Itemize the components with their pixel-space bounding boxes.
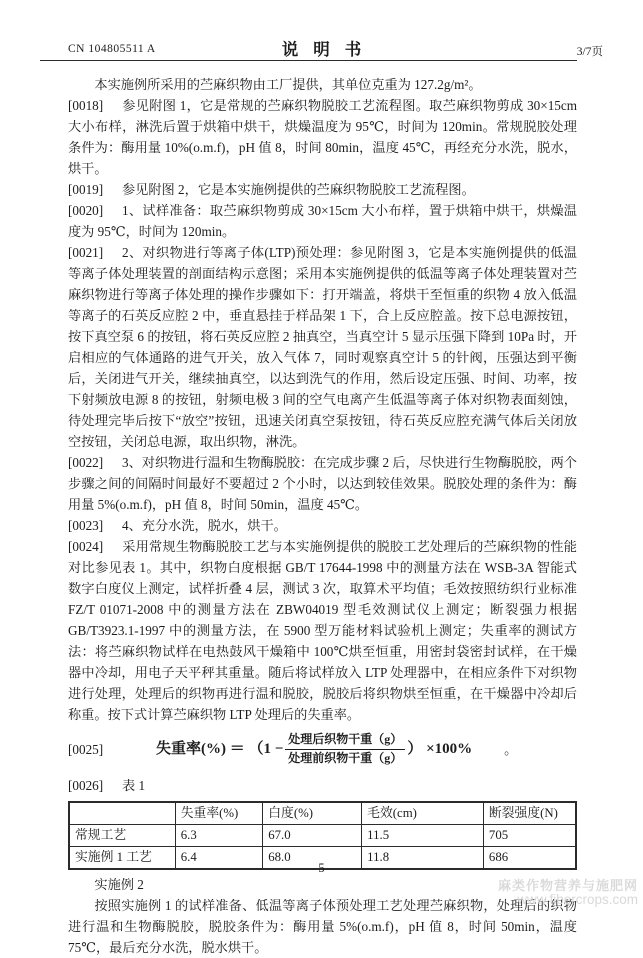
page-number: 5	[318, 861, 325, 875]
table-header-cell: 毛效(cm)	[362, 802, 484, 825]
table-cell: 686	[483, 847, 576, 870]
table-row	[69, 825, 576, 847]
intro-paragraph: 本实施例所采用的苎麻织物由工厂提供，其单位克重为 127.2g/m²。	[94, 77, 482, 92]
results-table-1	[68, 801, 577, 870]
paragraph-tag: [0022]	[68, 455, 104, 470]
paragraph-tag: [0018]	[68, 98, 104, 113]
paragraph-tag: [0020]	[68, 203, 104, 218]
table-cell: 11.5	[362, 825, 484, 847]
table-header-cell: 断裂强度(N)	[483, 802, 576, 825]
paragraph-text: 3、对织物进行温和生物酶脱胶：在完成步骤 2 后，尽快进行生物酶脱胶，两个步骤之间的间隔时间最好不要超过 2 个小时，以达到较佳效果。脱胶处理的条件为：酶用量 5%(o.m.f)，pH 值 8，时间 50min，温度 45℃。	[68, 455, 577, 512]
paragraph-tag: [0021]	[68, 245, 104, 260]
formula-rhs: ） ×100%	[407, 740, 473, 757]
table-cell: 68.0	[263, 847, 362, 870]
table-cell: 常规工艺	[69, 825, 175, 847]
watermark	[498, 879, 638, 907]
paragraph-text: 4、充分水洗，脱水，烘干。	[122, 518, 287, 533]
paragraph-0022	[68, 452, 577, 515]
table-cell: 实施例 1 工艺	[69, 847, 175, 870]
page-indicator: 3/7页	[576, 46, 603, 58]
weight-loss-formula	[156, 732, 517, 766]
paragraph-0021	[68, 242, 577, 452]
watermark-site-name: 麻类作物营养与施肥网	[497, 878, 638, 893]
paragraph-0024	[68, 536, 577, 725]
formula-denominator: 处理前织物干重（g）	[288, 750, 403, 765]
paragraph-0018	[68, 95, 577, 179]
formula-period: 。	[504, 741, 518, 757]
table-header-cell: 失重率(%)	[175, 802, 263, 825]
paragraph-tag: [0023]	[68, 518, 104, 533]
table-header-cell: 白度(%)	[263, 802, 362, 825]
paragraph-text: 参见附图 1，它是常规的苎麻织物脱胶工艺流程图。取苎麻织物剪成 30×15cm 大小布样，淋洗后置于烘箱中烘干，烘燥温度为 95℃，时间为 120min。常规脱胶处理条件为：酶用量 10%(o.m.f)，pH 值 8，时间 80min，温度 45℃，再经充分水洗，脱水，烘干。	[68, 98, 577, 176]
watermark-url: www.fibercrops.com	[517, 892, 638, 907]
document-body	[68, 74, 577, 958]
table-cell: 6.4	[175, 847, 263, 870]
section-body-example-2: 按照实施例 1 的试样准备、低温等离子体预处理工艺处理苎麻织物，处理后的织物进行温和生物酶脱胶，脱胶条件为：酶用量 5%(o.m.f)，pH 值 8，时间 50min，温度 75℃，最后充分水洗，脱水烘干。	[68, 898, 577, 956]
paragraph-0020	[68, 200, 577, 242]
table-header-cell	[69, 802, 175, 825]
paragraph-0019	[68, 179, 577, 200]
formula-fraction	[285, 732, 405, 766]
table-cell: 705	[483, 825, 576, 847]
table-caption-label: 表 1	[122, 778, 146, 794]
paragraph-tag: [0026]	[68, 778, 104, 794]
table-cell: 67.0	[263, 825, 362, 847]
table-cell: 6.3	[175, 825, 263, 847]
table-caption	[68, 775, 577, 796]
page-title: 说明书	[281, 40, 377, 59]
paragraph-tag: [0025]	[68, 741, 104, 757]
doc-number: CN 104805511 A	[68, 43, 156, 55]
table-header-row	[69, 802, 576, 825]
paragraph-0023	[68, 515, 577, 536]
paragraph-text: 2、对织物进行等离子体(LTP)预处理：参见附图 3，它是本实施例提供的低温等离子体处理装置的剖面结构示意图；采用本实施例提供的低温等离子体处理装置对苎麻织物进行等离子体处理的操作步骤如下：打开端盖，将烘干至恒重的织物 4 放入低温等离子的石英反应腔 2 中，垂直悬挂于样品架 1 下，合上反应腔盖。按下总电源按钮，按下真空泵 6 的按钮，将石英反应腔 2 抽真空，当真空计 5 显示压强下降到 10Pa 时，开启相应的气体通路的进气开关，放入气体 7，同时观察真空计 5 的针阀，压强达到平衡后，关闭进气开关，继续抽真空，以达到洗气的作用，然后设定压强、时间、功率，按下射频放电源 8 的按钮，射频电极 3 间的空气电离产生低温等离子体对织物表面刻蚀，待处理完毕后按下“放空”按钮，迅速关闭真空泵按钮，待石英反应腔充满气体后关闭放空按钮，关闭总电源，取出织物，淋洗。	[68, 245, 577, 449]
formula-numerator: 处理后织物干重（g）	[285, 732, 405, 750]
page-header	[40, 36, 603, 60]
paragraph-text: 参见附图 2，它是本实施例提供的苎麻织物脱胶工艺流程图。	[122, 182, 475, 197]
paragraph-tag: [0024]	[68, 539, 104, 554]
paragraph-text: 采用常规生物酶脱胶工艺与本实施例提供的脱胶工艺处理后的苎麻织物的性能对比参见表 1。其中，织物白度根据 GB/T 17644-1998 中的测量方法在 WSB-3A 智能式数字白度仪上测定，试样折叠 4 层，测试 3 次，取算术平均值；毛效按照纺织行业标准 FZ/T 01071-2008 中的测量方法在 ZBW04019 型毛效测试仪上测定；断裂强力根据 GB/T3923.1-1997 中的测量方法，在 5900 型万能材料试验机上测定；失重率的测试方法：将苎麻织物试样在电热鼓风干燥箱中 100℃烘至恒重，用密封袋密封试样，在干燥器中冷却，用电子天平秤其重量。随后将试样放入 LTP 处理器中，在相应条件下对织物进行处理，处理后的织物再进行温和脱胶，脱胶后将织物烘至恒重，在干燥器中冷却后称重。按下式计算苎麻织物 LTP 处理后的失重率。	[68, 539, 577, 722]
formula-lhs: 失重率(%) ＝ （1 −	[156, 740, 284, 757]
table-cell: 11.8	[362, 847, 484, 870]
section-heading-example-2: 实施例 2	[94, 877, 144, 893]
header-divider	[40, 60, 577, 61]
paragraph-0025-formula	[68, 732, 577, 766]
paragraph-text: 1、试样准备：取苎麻织物剪成 30×15cm 大小布样，置于烘箱中烘干，烘燥温度为 95℃，时间为 120min。	[68, 203, 577, 239]
paragraph-tag: [0019]	[68, 182, 104, 197]
